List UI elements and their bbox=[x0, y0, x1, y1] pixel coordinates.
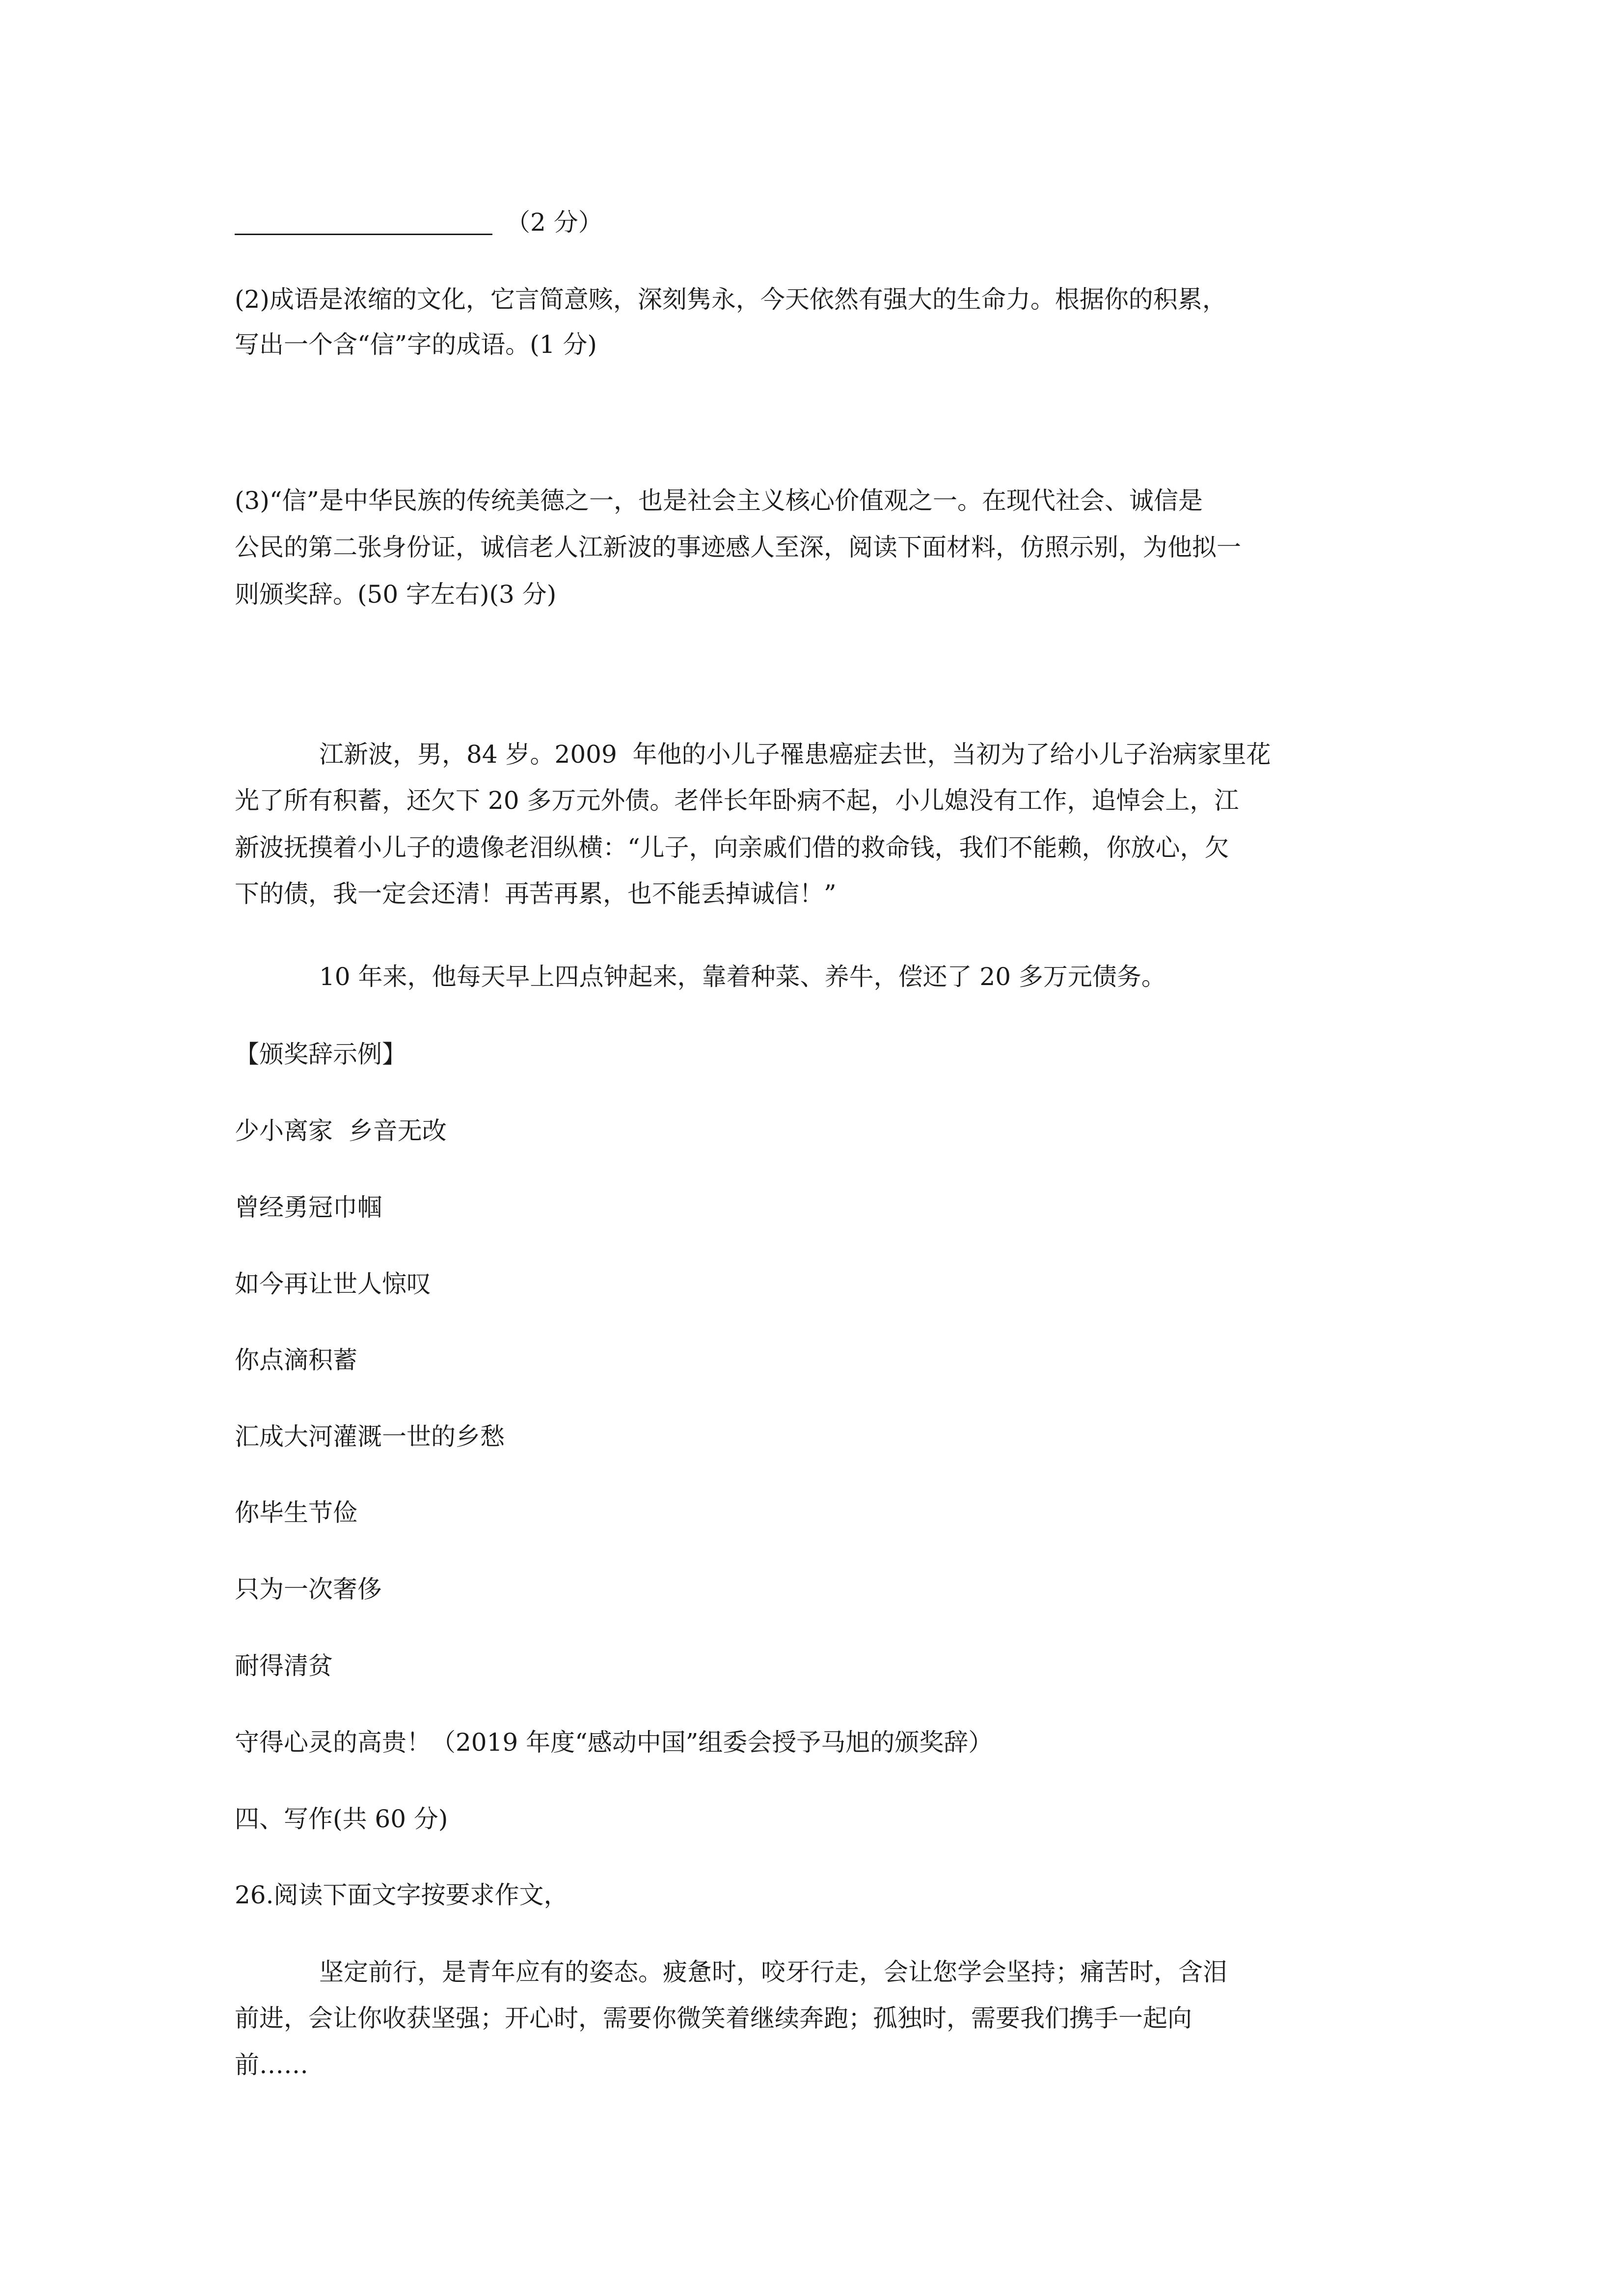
q2-line-2: 写出一个含“信”字的成语。(1 分) bbox=[235, 330, 597, 359]
example-line: 你点滴积蓄 bbox=[235, 1346, 357, 1374]
example-line: 少小离家 乡音无改 bbox=[235, 1117, 447, 1145]
writing-section-title: 四、写作(共 60 分) bbox=[235, 1805, 448, 1833]
material-p2: 10 年来，他每天早上四点钟起来，靠着种菜、养牛，偿还了 20 多万元债务。 bbox=[319, 962, 1166, 991]
material-p1-line-1: 江新波，男，84 岁。2009 年他的小儿子罹患癌症去世，当初为了给小儿子治病家里花 bbox=[319, 740, 1271, 769]
writing-prompt-line-3: 前…… bbox=[235, 2051, 308, 2079]
example-line: 只为一次奢侈 bbox=[235, 1575, 382, 1603]
example-line: 如今再让世人惊叹 bbox=[235, 1270, 431, 1298]
example-line: 耐得清贫 bbox=[235, 1652, 333, 1680]
q3-line-2: 公民的第二张身份证，诚信老人江新波的事迹感人至深，阅读下面材料，仿照示别，为他拟一 bbox=[235, 533, 1241, 561]
example-line: 你毕生节俭 bbox=[235, 1498, 357, 1527]
material-p1-line-3: 新波抚摸着小儿子的遗像老泪纵横：“儿子，向亲戚们借的救命钱，我们不能赖，你放心，欠 bbox=[235, 833, 1229, 862]
example-line: 曾经勇冠巾帼 bbox=[235, 1193, 382, 1222]
writing-prompt-line-2: 前进，会让你收获坚强；开心时，需要你微笑着继续奔跑；孤独时，需要我们携手一起向 bbox=[235, 2004, 1192, 2032]
material-p1-line-2: 光了所有积蓄，还欠下 20 多万元外债。老伴长年卧病不起，小儿媳没有工作，追悼会上，江 bbox=[235, 786, 1239, 815]
writing-prompt-line-1: 坚定前行，是青年应有的姿态。疲惫时，咬牙行走，会让您学会坚持；痛苦时，含泪 bbox=[319, 1958, 1227, 1986]
q3-line-3: 则颁奖辞。(50 字左右)(3 分) bbox=[235, 580, 557, 609]
example-line: 汇成大河灌溉一世的乡愁 bbox=[235, 1422, 505, 1451]
q1-score: （2 分） bbox=[506, 208, 603, 237]
material-p1-line-4: 下的债，我一定会还清！再苦再累，也不能丢掉诚信！” bbox=[235, 880, 837, 908]
example-heading: 【颁奖辞示例】 bbox=[235, 1040, 406, 1068]
q3-line-1: (3)“信”是中华民族的传统美德之一，也是社会主义核心价值观之一。在现代社会、诚信是 bbox=[235, 486, 1203, 515]
answer-blank bbox=[235, 234, 492, 235]
question-26: 26.阅读下面文字按要求作文， bbox=[235, 1881, 568, 1909]
q2-line-1: (2)成语是浓缩的文化，它言简意赅，深刻隽永，今天依然有强大的生命力。根据你的积累， bbox=[235, 285, 1227, 314]
example-line: 守得心灵的高贵！（2019 年度“感动中国”组委会授予马旭的颁奖辞） bbox=[235, 1728, 993, 1757]
